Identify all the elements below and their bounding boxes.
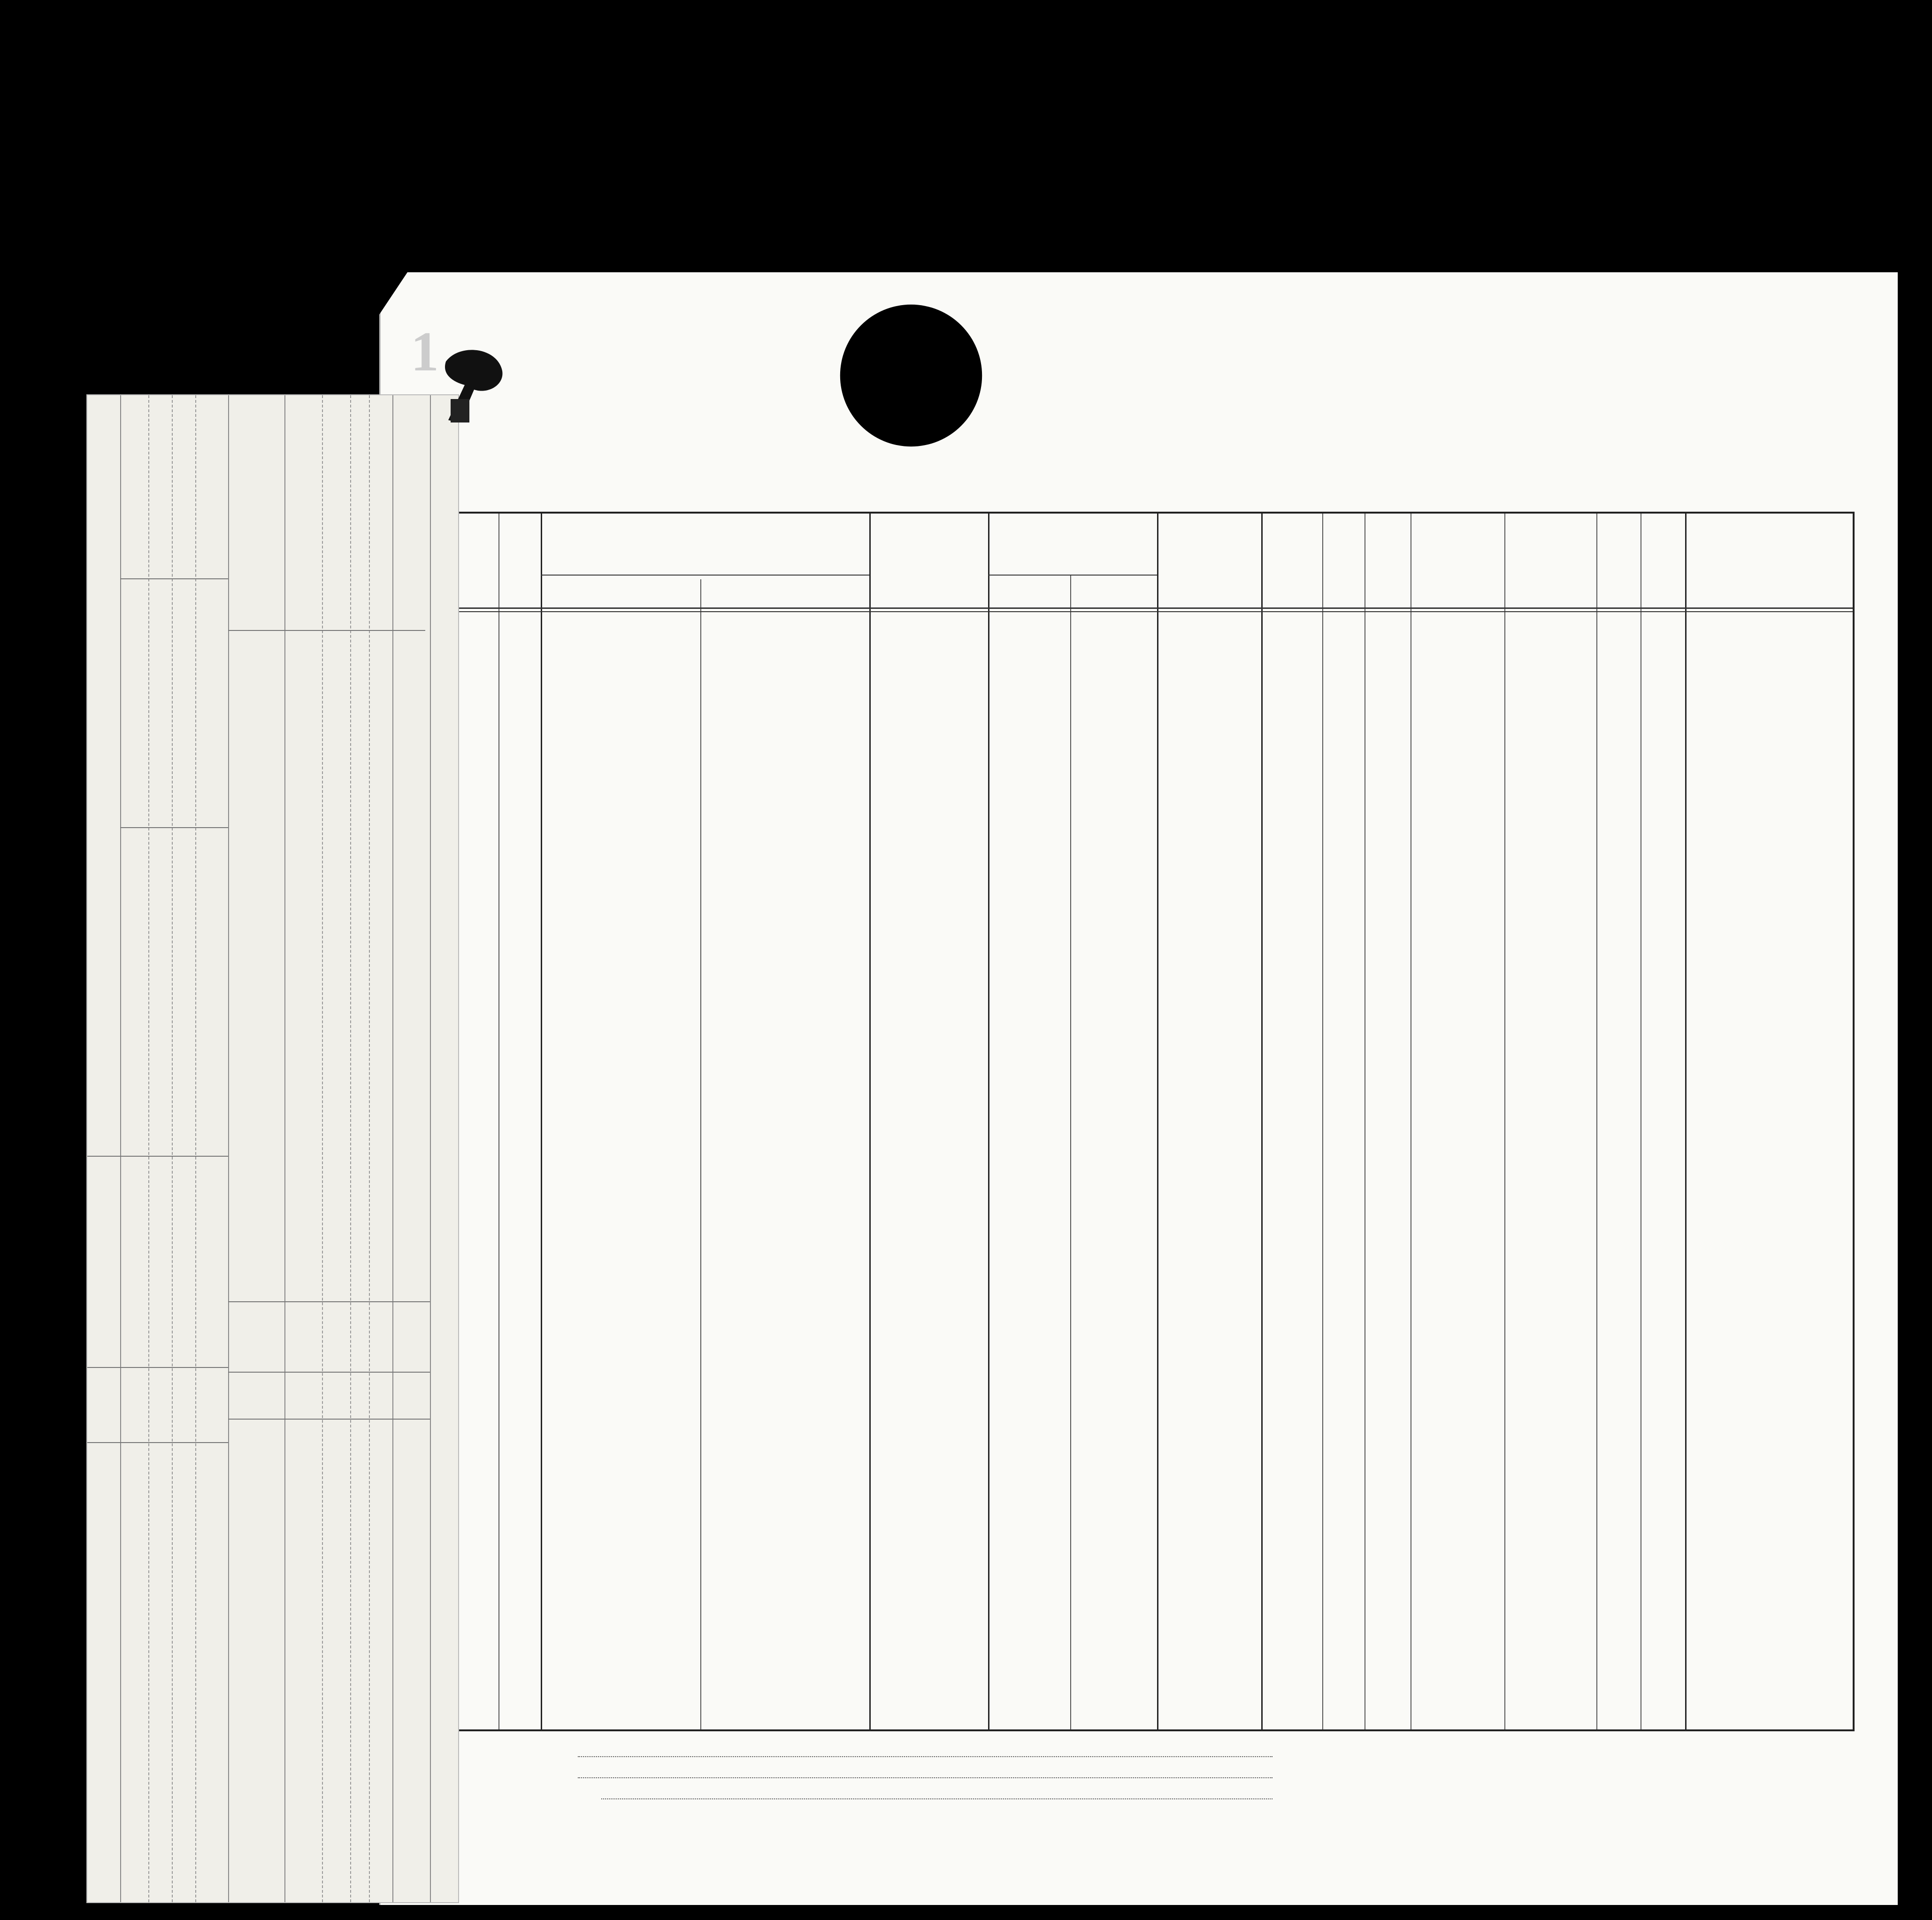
strip-rule [87,1367,228,1368]
col-divider [1070,575,1071,1729]
strip-rule [228,1301,430,1302]
strip-rule [172,395,173,1902]
col-divider [1685,514,1687,1729]
col6-header [1261,519,1322,532]
col5-header [1157,519,1261,532]
col-divider [988,514,989,1729]
strip-rule [350,395,352,1902]
col13-header [1685,519,1853,532]
vessel-line [479,462,1869,491]
agents-field [601,1798,1273,1799]
strip-rule [120,395,121,1902]
col12-header [1641,519,1685,543]
col-divider [1504,514,1505,1729]
col11-header [1596,519,1641,543]
strip-rule [87,1156,228,1157]
manifest-title [564,329,719,356]
strip-rule [322,395,323,1902]
col-divider [1261,514,1263,1729]
manifest-subtitle [496,390,1669,438]
strip-rule [120,827,228,828]
col-divider [869,514,871,1729]
crew-table [451,512,1855,1731]
col3-header [869,519,988,538]
header-rule [453,611,1853,612]
col-divider [700,579,701,1729]
binder-clip [432,343,512,427]
strip-rule [369,395,370,1902]
header-rule [453,607,1853,609]
strip-rule [87,1442,228,1443]
strip-rule [120,578,228,579]
strip-rule [195,395,197,1902]
owners-field [578,1777,1273,1778]
strip-rule [228,1372,430,1373]
strip-rule [430,395,431,1902]
strip-rule [228,630,425,631]
margin-mark: 1 [411,320,439,383]
line-field [578,1756,1273,1757]
strip-rule [284,395,285,1902]
col9-header [1411,519,1504,543]
col-divider [1157,514,1158,1729]
strip-rule [228,395,229,1902]
col1-title [453,519,498,529]
col2-header [541,519,869,529]
col4-header [988,519,1157,529]
discharged-seamen-strip [86,394,459,1903]
strip-rule [148,395,150,1902]
col8-header [1365,519,1411,543]
name-subheader-rule [541,575,869,576]
shipped-subheader-rule [988,575,1157,576]
manifest-sheet [379,272,1898,1905]
strip-rule [228,1419,430,1420]
seal-stamp [813,277,1010,474]
col-divider [1596,514,1597,1729]
col1-header [453,519,498,529]
strip-rule [392,395,393,1902]
col7-header [1322,519,1365,543]
col10-header [1504,519,1596,543]
col-divider [541,514,542,1729]
col-divider [498,514,499,1729]
pencil-marks [1263,1005,1404,1920]
